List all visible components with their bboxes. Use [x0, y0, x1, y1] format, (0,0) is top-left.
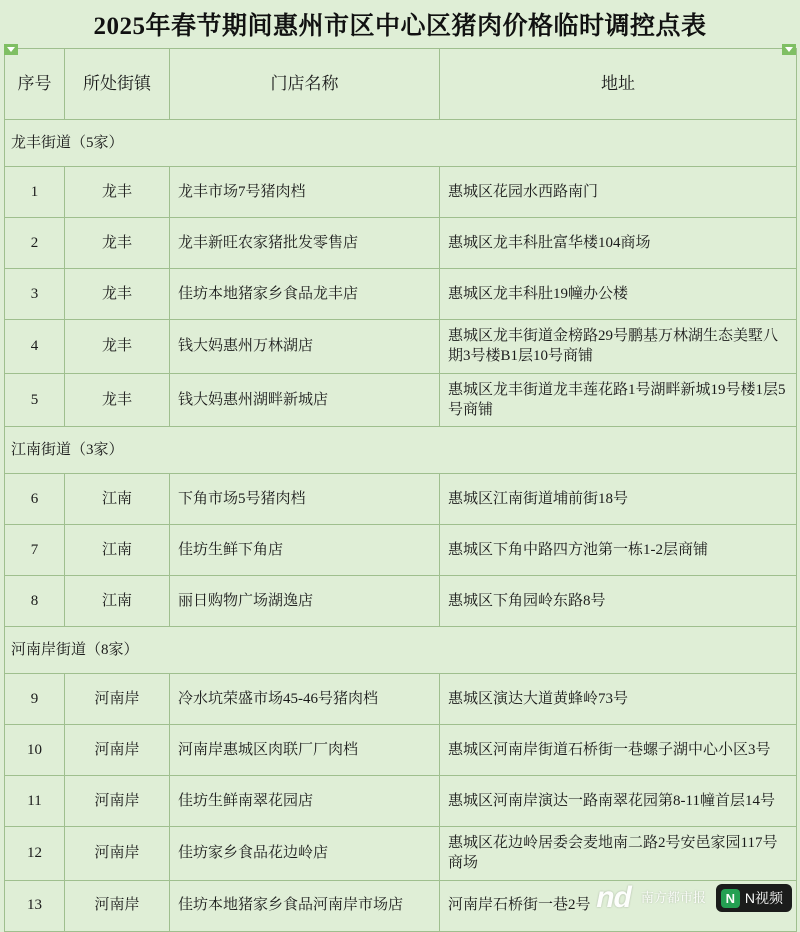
cell-street: 龙丰: [65, 373, 170, 427]
column-header-address: 地址: [440, 49, 797, 120]
cell-store: 佳坊家乡食品花边岭店: [170, 827, 440, 881]
cell-store: 佳坊生鲜下角店: [170, 525, 440, 576]
group-header-row: [5, 627, 797, 674]
group-label: 江南街道（3家）: [5, 427, 797, 474]
document-title-bar: [0, 0, 800, 48]
cell-no: 5: [5, 373, 65, 427]
cell-street: 河南岸: [65, 674, 170, 725]
cell-no: 2: [5, 218, 65, 269]
cell-no: 12: [5, 827, 65, 881]
cell-street: 江南: [65, 576, 170, 627]
watermark-subtitle: 南方都市报: [640, 889, 706, 905]
watermark-logo: nd: [596, 881, 631, 914]
group-label: 河南岸街道（8家）: [5, 627, 797, 674]
cell-store: 佳坊本地猪家乡食品河南岸市场店: [170, 880, 440, 931]
table-row: [5, 725, 797, 776]
cell-street: 江南: [65, 525, 170, 576]
cell-store: 佳坊生鲜南翠花园店: [170, 776, 440, 827]
table-row: [5, 776, 797, 827]
group-header-row: [5, 120, 797, 167]
cell-store: 丽日购物广场湖逸店: [170, 576, 440, 627]
cell-street: 河南岸: [65, 725, 170, 776]
cell-street: 龙丰: [65, 218, 170, 269]
table-row: [5, 525, 797, 576]
filter-arrow-right-icon[interactable]: [782, 44, 796, 55]
cell-address: 河南岸石桥街一巷2号: [440, 880, 797, 931]
cell-no: 4: [5, 320, 65, 374]
watermark-badge: [716, 884, 792, 912]
cell-store: 河南岸惠城区肉联厂厂肉档: [170, 725, 440, 776]
cell-street: 龙丰: [65, 269, 170, 320]
table-row: [5, 827, 797, 881]
cell-street: 江南: [65, 474, 170, 525]
cell-store: 钱大妈惠州万林湖店: [170, 320, 440, 374]
cell-street: 龙丰: [65, 167, 170, 218]
cell-street: 河南岸: [65, 776, 170, 827]
cell-address: 惠城区下角园岭东路8号: [440, 576, 797, 627]
cell-street: 河南岸: [65, 827, 170, 881]
cell-store: 佳坊本地猪家乡食品龙丰店: [170, 269, 440, 320]
table-row: [5, 373, 797, 427]
cell-no: 3: [5, 269, 65, 320]
column-header-no: 序号: [5, 49, 65, 120]
column-header-street: 所处街镇: [65, 49, 170, 120]
group-header-row: [5, 427, 797, 474]
watermark-badge-label: N视频: [744, 890, 783, 906]
cell-no: 8: [5, 576, 65, 627]
page-title: 2025年春节期间惠州市区中心区猪肉价格临时调控点表: [93, 13, 707, 40]
cell-address: 惠城区演达大道黄蜂岭73号: [440, 674, 797, 725]
filter-arrow-left-icon[interactable]: [4, 44, 18, 55]
cell-street: 河南岸: [65, 880, 170, 931]
cell-no: 11: [5, 776, 65, 827]
cell-address: 惠城区江南街道埔前街18号: [440, 474, 797, 525]
watermark: [596, 881, 792, 915]
table-header-row: [5, 49, 797, 120]
cell-address: 惠城区下角中路四方池第一栋1-2层商铺: [440, 525, 797, 576]
table-row: [5, 674, 797, 725]
cell-address: 惠城区花园水西路南门: [440, 167, 797, 218]
cell-address: 惠城区龙丰科肚19幢办公楼: [440, 269, 797, 320]
cell-no: 9: [5, 674, 65, 725]
cell-store: 冷水坑荣盛市场45-46号猪肉档: [170, 674, 440, 725]
cell-address: 惠城区龙丰街道龙丰莲花路1号湖畔新城19号楼1层5号商铺: [440, 373, 797, 427]
column-header-store: 门店名称: [170, 49, 440, 120]
price-control-table: [4, 48, 797, 932]
table-row: [5, 269, 797, 320]
table-row: [5, 167, 797, 218]
cell-no: 1: [5, 167, 65, 218]
cell-store: 钱大妈惠州湖畔新城店: [170, 373, 440, 427]
table-row: [5, 474, 797, 525]
cell-no: 6: [5, 474, 65, 525]
cell-address: 惠城区河南岸演达一路南翠花园第8-11幢首层14号: [440, 776, 797, 827]
cell-address: 惠城区龙丰科肚富华楼104商场: [440, 218, 797, 269]
cell-no: 7: [5, 525, 65, 576]
table-row: [5, 320, 797, 374]
table-row: [5, 218, 797, 269]
cell-store: 龙丰新旺农家猪批发零售店: [170, 218, 440, 269]
table-row: [5, 576, 797, 627]
group-label: 龙丰街道（5家）: [5, 120, 797, 167]
n-logo-icon: N: [721, 889, 740, 908]
cell-no: 13: [5, 880, 65, 931]
cell-address: 惠城区龙丰街道金榜路29号鹏基万林湖生态美墅八期3号楼B1层10号商铺: [440, 320, 797, 374]
cell-street: 龙丰: [65, 320, 170, 374]
cell-store: 龙丰市场7号猪肉档: [170, 167, 440, 218]
cell-store: 下角市场5号猪肉档: [170, 474, 440, 525]
cell-no: 10: [5, 725, 65, 776]
cell-address: 惠城区河南岸街道石桥街一巷螺子湖中心小区3号: [440, 725, 797, 776]
cell-address: 惠城区花边岭居委会麦地南二路2号安邑家园117号商场: [440, 827, 797, 881]
